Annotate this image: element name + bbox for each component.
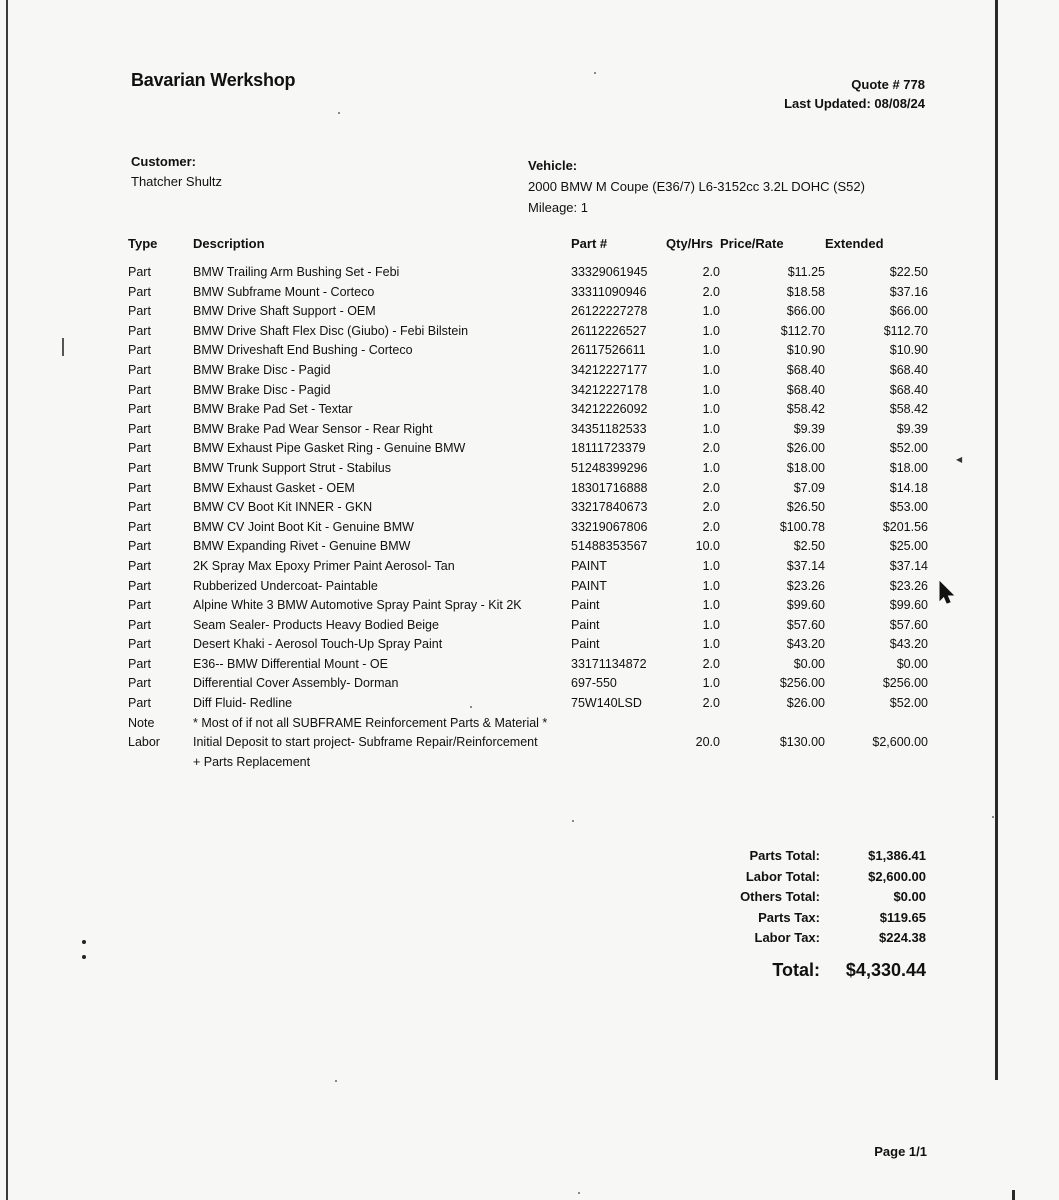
- cell-qty: 1.0: [702, 402, 720, 417]
- cell-part-number: 26112226527: [571, 323, 647, 338]
- cell-extended: $68.40: [889, 382, 928, 397]
- cell-qty: 1.0: [702, 362, 720, 377]
- totals-value: $119.65: [879, 909, 926, 925]
- cell-part-number: 51488353567: [571, 539, 648, 554]
- small-arrow-icon: ◀: [956, 455, 963, 464]
- description-text: BMW Subframe Mount - Corteco: [193, 284, 375, 299]
- cell-description: [193, 479, 571, 499]
- totals-row: [690, 867, 926, 888]
- grand-total-value: $4,330.44: [845, 960, 926, 980]
- cell-description: [193, 694, 571, 714]
- description-text: BMW CV Boot Kit INNER - GKN: [193, 500, 373, 515]
- table-row: [128, 322, 928, 342]
- cell-description: [193, 616, 571, 636]
- cell-extended: $37.16: [889, 284, 928, 299]
- table-row: [128, 420, 928, 440]
- cell-qty: 2.0: [702, 480, 720, 495]
- cell-price: $130.00: [779, 735, 825, 750]
- description-text: 2K Spray Max Epoxy Primer Paint Aerosol- Tan: [193, 558, 455, 573]
- cell-extended: $68.40: [889, 362, 928, 377]
- cell-extended: $53.00: [889, 500, 928, 515]
- cell-qty: 2.0: [702, 284, 720, 299]
- customer-label: Customer:: [131, 154, 197, 169]
- cell-part-number: 34212227177: [571, 362, 648, 377]
- cell-type: Part: [128, 500, 151, 515]
- cell-extended: $23.26: [889, 578, 928, 593]
- scan-speck: [992, 816, 994, 818]
- table-row: [128, 635, 928, 655]
- mouse-cursor-icon: [939, 581, 955, 605]
- table-row: [128, 616, 928, 636]
- cell-extended: $57.60: [889, 617, 928, 632]
- description-text: BMW Trailing Arm Bushing Set - Febi: [193, 265, 400, 279]
- table-row: [128, 302, 928, 322]
- totals-value: $0.00: [893, 889, 926, 904]
- cell-price: $256.00: [779, 676, 825, 691]
- scan-dot: [82, 940, 86, 944]
- scan-speck: [572, 820, 574, 822]
- description-text: Seam Sealer- Products Heavy Bodied Beige: [193, 617, 439, 632]
- cell-qty: 1.0: [702, 421, 720, 436]
- cell-extended: $14.18: [889, 480, 928, 495]
- cell-extended: $52.00: [889, 696, 928, 711]
- cell-price: $9.39: [793, 421, 825, 436]
- description-text: BMW Exhaust Pipe Gasket Ring - Genuine BMW: [193, 441, 466, 456]
- cell-qty: 1.0: [702, 617, 720, 632]
- left-edge-line: [6, 0, 8, 1200]
- cell-part-number: Paint: [571, 617, 600, 632]
- table-row: [128, 596, 928, 616]
- cell-qty: 1.0: [702, 323, 720, 338]
- cell-price: $100.78: [779, 519, 825, 534]
- description-text: BMW Drive Shaft Flex Disc (Giubo) - Febi Bilstein: [193, 323, 469, 338]
- cell-part-number: 34351182533: [571, 421, 647, 436]
- cell-part-number: Paint: [571, 637, 600, 652]
- table-row: [128, 381, 928, 401]
- margin-mark: [62, 338, 64, 356]
- cell-type: Part: [128, 382, 151, 397]
- cell-type: Part: [128, 304, 151, 319]
- totals-label: Parts Tax:: [758, 909, 820, 925]
- totals-label: Parts Total:: [749, 848, 820, 863]
- table-row: [128, 518, 928, 538]
- description-text: BMW CV Joint Boot Kit - Genuine BMW: [193, 519, 414, 534]
- cell-description: [193, 400, 571, 420]
- cell-type: Part: [128, 480, 151, 495]
- customer-block: [131, 152, 222, 192]
- table-row: [128, 655, 928, 675]
- description-text: BMW Brake Pad Set - Textar: [193, 402, 353, 417]
- col-header-type: Type: [128, 236, 158, 251]
- quote-number: Quote # 778: [851, 77, 925, 92]
- cell-qty: [666, 714, 720, 734]
- cell-type: Part: [128, 402, 151, 417]
- table-row: [128, 361, 928, 381]
- cell-description: [193, 557, 571, 577]
- cell-price: $43.20: [786, 637, 825, 652]
- table-row: [128, 341, 928, 361]
- cell-type: Part: [128, 578, 151, 593]
- cell-type: Part: [128, 323, 151, 338]
- scan-speck: [338, 112, 340, 114]
- vehicle-mileage: Mileage: 1: [528, 200, 588, 215]
- cell-qty: 1.0: [702, 598, 720, 613]
- col-header-extended: Extended: [825, 236, 884, 251]
- description-text: Rubberized Undercoat- Paintable: [193, 578, 378, 593]
- table-row: [128, 577, 928, 597]
- cell-type: Note: [128, 715, 155, 730]
- table-row: [128, 283, 928, 303]
- cell-type: Labor: [128, 735, 160, 750]
- totals-row: [690, 928, 926, 949]
- cell-qty: 1.0: [702, 382, 720, 397]
- cell-type: Part: [128, 362, 151, 377]
- vehicle-block: [528, 155, 865, 218]
- cell-price: $26.50: [786, 500, 825, 515]
- description-text: BMW Exhaust Gasket - OEM: [193, 480, 355, 495]
- page-number: Page 1/1: [874, 1144, 927, 1159]
- table-row: [128, 479, 928, 499]
- description-text: * Most of if not all SUBFRAME Reinforcement Parts & Material *: [193, 715, 548, 730]
- cell-price: $37.14: [786, 558, 825, 573]
- cell-type: Part: [128, 421, 151, 436]
- cell-price: $66.00: [786, 304, 825, 319]
- table-row: [128, 674, 928, 694]
- cell-type: Part: [128, 343, 151, 358]
- table-header-row: [128, 236, 928, 263]
- table-row: [128, 459, 928, 479]
- quote-header: [784, 75, 925, 113]
- cell-part-number: 18111723379: [571, 441, 646, 456]
- cell-part-number: 33171134872: [571, 656, 647, 671]
- cell-extended: $112.70: [883, 323, 928, 338]
- cell-price: $2.50: [793, 539, 825, 554]
- table-row: [128, 439, 928, 459]
- cell-qty: 2.0: [702, 696, 720, 711]
- cell-extended: $18.00: [889, 460, 928, 475]
- cell-type: Part: [128, 284, 151, 299]
- cell-qty: 1.0: [702, 676, 720, 691]
- cell-extended: $0.00: [896, 656, 928, 671]
- totals-row: [690, 908, 926, 929]
- cell-description: [193, 283, 571, 303]
- scan-speck: [594, 72, 596, 74]
- cell-price: $10.90: [786, 343, 825, 358]
- cell-description: [193, 714, 571, 734]
- cell-part-number: 33217840673: [571, 500, 648, 515]
- cell-price: $18.58: [786, 284, 825, 299]
- totals-row: [690, 846, 926, 867]
- cell-extended: $256.00: [882, 676, 928, 691]
- cell-extended: $99.60: [889, 598, 928, 613]
- totals-label: Labor Total:: [745, 868, 820, 884]
- table-row: [128, 263, 928, 283]
- description-text: Initial Deposit to start project- Subframe Repair/Reinforcement + Parts Replacement: [193, 735, 538, 769]
- cell-qty: 2.0: [702, 500, 720, 515]
- cell-qty: 1.0: [702, 637, 720, 652]
- cell-part-number: 18301716888: [571, 480, 648, 495]
- cell-extended: $10.90: [889, 343, 928, 358]
- description-text: BMW Trunk Support Strut - Stabilus: [193, 460, 391, 475]
- grand-total: [690, 960, 926, 981]
- cell-description: [193, 733, 571, 772]
- description-text: Diff Fluid- Redline: [193, 696, 293, 711]
- totals-value: $1,386.41: [868, 848, 926, 863]
- cell-description: [193, 341, 571, 361]
- description-text: BMW Driveshaft End Bushing - Corteco: [193, 343, 413, 358]
- cell-qty: 20.0: [695, 735, 720, 750]
- cell-price: $26.00: [786, 441, 825, 456]
- col-header-price: Price/Rate: [720, 236, 784, 251]
- company-name: Bavarian Werkshop: [131, 70, 296, 90]
- cell-qty: 10.0: [695, 539, 720, 554]
- cell-price: $99.60: [786, 598, 825, 613]
- cell-extended: $37.14: [889, 558, 928, 573]
- cell-price: $26.00: [786, 696, 825, 711]
- cell-part-number: 33311090946: [571, 284, 647, 299]
- cell-description: [193, 302, 571, 322]
- table-row: [128, 400, 928, 420]
- cell-description: [193, 635, 571, 655]
- scan-dot: [82, 955, 86, 959]
- table-row: [128, 557, 928, 577]
- cell-price: $0.00: [793, 656, 825, 671]
- grand-total-label: Total:: [772, 960, 820, 980]
- totals-label: Labor Tax:: [754, 930, 820, 945]
- cell-part-number: 34212227178: [571, 382, 648, 397]
- table-row: [128, 498, 928, 518]
- totals-row: [690, 887, 926, 908]
- description-text: Differential Cover Assembly- Dorman: [193, 676, 399, 691]
- cell-qty: 2.0: [702, 519, 720, 534]
- col-header-description: Description: [193, 236, 265, 251]
- cell-price: $58.42: [786, 402, 825, 417]
- cell-price: $112.70: [780, 323, 825, 338]
- scan-speck: [578, 1192, 580, 1194]
- cell-qty: 1.0: [702, 578, 720, 593]
- cell-part-number: 34212226092: [571, 402, 648, 417]
- cell-extended: $2,600.00: [872, 735, 928, 750]
- cell-description: [193, 577, 571, 597]
- cell-qty: 2.0: [702, 265, 720, 279]
- cell-qty: 1.0: [702, 460, 720, 475]
- totals-value: $2,600.00: [868, 868, 926, 884]
- cell-type: Part: [128, 656, 151, 671]
- table-row: [128, 733, 928, 772]
- cell-part-number: 51248399296: [571, 460, 648, 475]
- cell-description: [193, 596, 571, 616]
- cell-price: $68.40: [786, 382, 825, 397]
- cell-description: [193, 459, 571, 479]
- description-text: BMW Drive Shaft Support - OEM: [193, 304, 376, 319]
- cell-description: [193, 439, 571, 459]
- cell-description: [193, 322, 571, 342]
- cell-part-number: 26122227278: [571, 304, 648, 319]
- cell-part-number: 26117526611: [571, 343, 646, 358]
- last-updated: Last Updated: 08/08/24: [784, 96, 925, 111]
- cell-extended: $58.42: [889, 402, 928, 417]
- vehicle-label: Vehicle:: [528, 158, 578, 173]
- cell-type: Part: [128, 637, 151, 652]
- cell-extended: $9.39: [896, 421, 928, 436]
- right-edge-line-bottom: [1012, 1190, 1015, 1200]
- table-row: [128, 694, 928, 714]
- description-text: E36-- BMW Differential Mount - OE: [193, 656, 388, 671]
- totals-block: [690, 846, 926, 949]
- cell-type: Part: [128, 598, 151, 613]
- cell-extended: $52.00: [889, 441, 928, 456]
- cell-description: [193, 655, 571, 675]
- cell-part-number: 75W140LSD: [571, 696, 642, 711]
- cell-part-number: PAINT: [571, 578, 607, 593]
- description-text: BMW Brake Disc - Pagid: [193, 362, 331, 377]
- cell-part-number: 33219067806: [571, 519, 648, 534]
- table-row: [128, 537, 928, 557]
- description-text: Desert Khaki - Aerosol Touch-Up Spray Paint: [193, 637, 443, 652]
- table-row: [128, 714, 928, 734]
- cell-type: Part: [128, 519, 151, 534]
- cell-price: [720, 714, 825, 734]
- cell-type: Part: [128, 539, 151, 554]
- cell-part-number: 697-550: [571, 676, 617, 691]
- totals-value: $224.38: [879, 930, 926, 945]
- totals-label: Others Total:: [740, 889, 820, 904]
- scan-speck: [335, 1080, 337, 1082]
- vehicle-description: 2000 BMW M Coupe (E36/7) L6-3152cc 3.2L DOHC (S52): [528, 179, 865, 194]
- cell-extended: $22.50: [889, 265, 928, 279]
- cell-price: $18.00: [786, 460, 825, 475]
- right-edge-line: [995, 0, 998, 1080]
- line-items-body: [128, 263, 928, 772]
- cell-price: $23.26: [786, 578, 825, 593]
- cell-type: Part: [128, 696, 151, 711]
- cell-qty: 2.0: [702, 441, 720, 456]
- line-items-table: [128, 236, 928, 772]
- cell-extended: $201.56: [882, 519, 928, 534]
- description-text: BMW Brake Disc - Pagid: [193, 382, 331, 397]
- description-text: BMW Brake Pad Wear Sensor - Rear Right: [193, 421, 433, 436]
- cell-part-number: [571, 714, 666, 734]
- col-header-qty: Qty/Hrs: [666, 236, 713, 251]
- cell-type: Part: [128, 617, 151, 632]
- cell-description: [193, 381, 571, 401]
- cell-description: [193, 518, 571, 538]
- cell-description: [193, 674, 571, 694]
- cell-price: $57.60: [786, 617, 825, 632]
- cell-price: $7.09: [793, 480, 825, 495]
- cell-description: [193, 537, 571, 557]
- cell-type: Part: [128, 558, 151, 573]
- cell-type: Part: [128, 676, 151, 691]
- description-text: Alpine White 3 BMW Automotive Spray Paint Spray - Kit 2K: [193, 598, 522, 613]
- cell-extended: [825, 714, 928, 734]
- cell-qty: 1.0: [702, 343, 720, 358]
- cell-type: Part: [128, 265, 151, 279]
- cell-price: $11.25: [787, 265, 825, 279]
- cell-price: $68.40: [786, 362, 825, 377]
- cell-extended: $43.20: [889, 637, 928, 652]
- cell-part-number: Paint: [571, 598, 600, 613]
- cell-type: Part: [128, 441, 151, 456]
- cell-extended: $66.00: [889, 304, 928, 319]
- cell-qty: 1.0: [702, 558, 720, 573]
- cell-description: [193, 361, 571, 381]
- cell-description: [193, 498, 571, 518]
- cell-part-number: 33329061945: [571, 265, 648, 279]
- cell-qty: 2.0: [702, 656, 720, 671]
- cell-extended: $25.00: [889, 539, 928, 554]
- description-text: BMW Expanding Rivet - Genuine BMW: [193, 539, 411, 554]
- cell-qty: 1.0: [702, 304, 720, 319]
- cell-part-number: PAINT: [571, 558, 607, 573]
- cell-type: Part: [128, 460, 151, 475]
- cell-description: [193, 420, 571, 440]
- cell-part-number: [571, 733, 666, 772]
- col-header-part: Part #: [571, 236, 608, 251]
- cell-description: [193, 263, 571, 283]
- customer-name: Thatcher Shultz: [131, 174, 223, 189]
